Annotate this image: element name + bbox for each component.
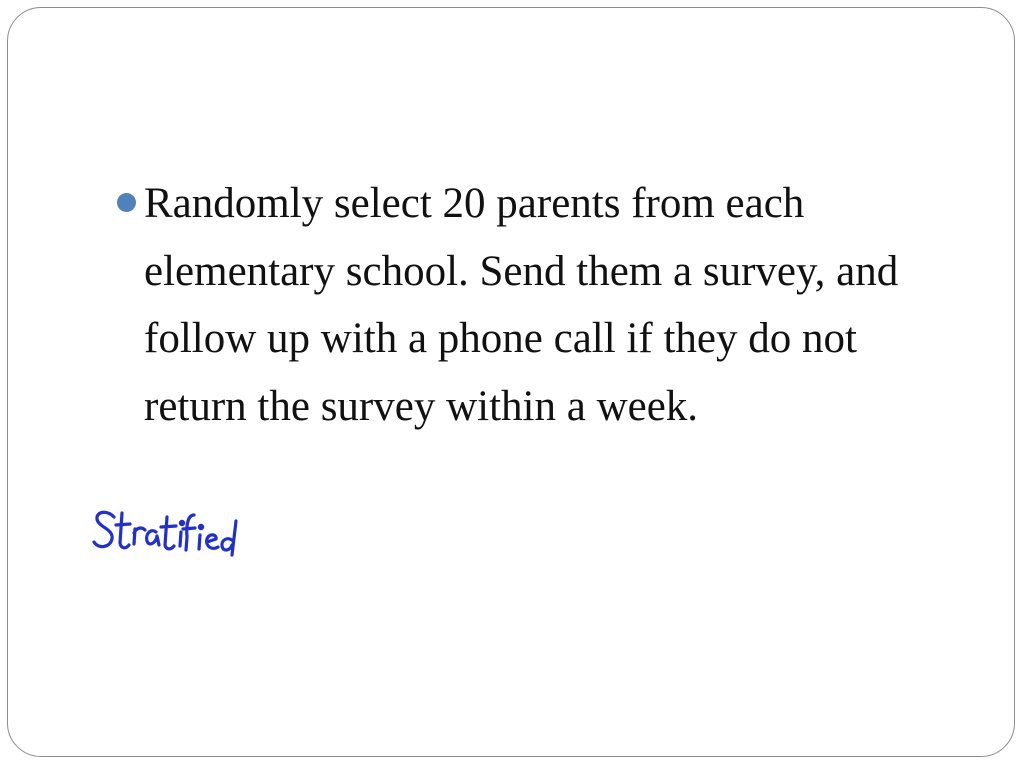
annotation-stroke-i2 <box>199 535 200 549</box>
annotation-stroke-a <box>147 531 159 545</box>
annotation-stroke-f <box>183 515 195 550</box>
bullet-text: Randomly select 20 parents from each elementary school. Send them a survey, and follow up with a phone call if they do not return the survey within a week. <box>144 180 899 430</box>
bullet-list <box>112 170 972 440</box>
annotation-dot-i <box>180 521 183 524</box>
handwritten-annotation <box>90 505 250 575</box>
annotation-stroke-t-cross <box>116 524 130 525</box>
annotation-stroke-s <box>94 512 114 546</box>
annotation-stroke-r <box>134 528 145 544</box>
bullet-item <box>112 170 944 440</box>
annotation-stroke-i <box>180 532 181 546</box>
annotation-dot-i2 <box>199 525 202 528</box>
annotation-stroke-d <box>222 521 236 555</box>
annotation-stroke-e <box>207 535 218 549</box>
bullet-dot-icon <box>117 193 136 212</box>
annotation-stroke-t <box>120 513 129 548</box>
annotation-stroke-t2 <box>165 517 174 549</box>
annotation-stroke-t2-cross <box>161 526 176 527</box>
